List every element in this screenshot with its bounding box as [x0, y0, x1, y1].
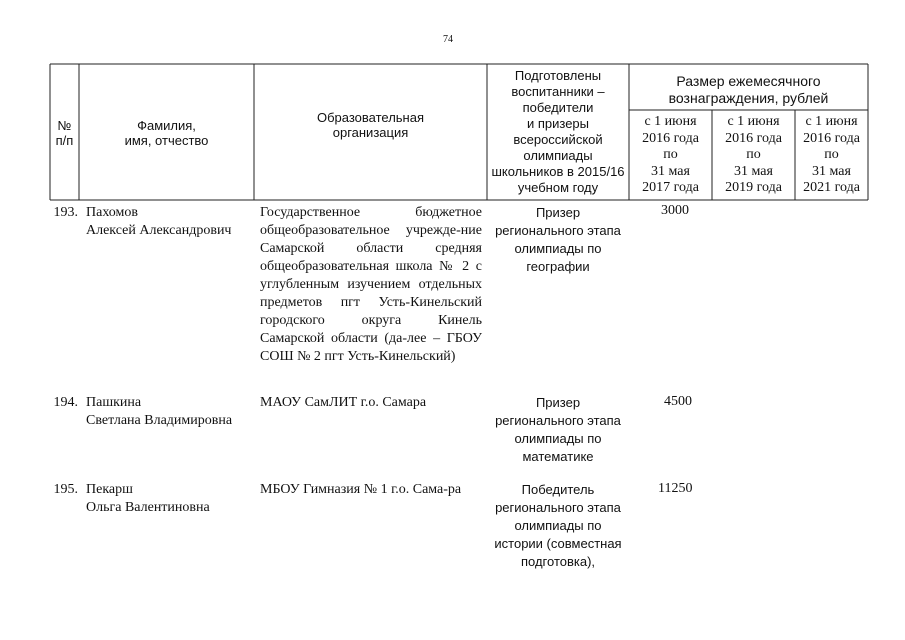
page-number: 74 — [443, 34, 453, 45]
row-194-num: 194. — [53, 395, 78, 410]
header-reward-group: Размер ежемесячного вознаграждения, рублей — [668, 73, 829, 106]
header-period-2: с 1 июня 2016 года по 31 мая 2019 года — [725, 114, 782, 195]
row-195-prepared: Победитель регионального этапа олимпиады по истории (совместная подготовка), — [494, 482, 622, 569]
row-194-prepared: Призер регионального этапа олимпиады по математике — [495, 395, 621, 464]
row-193-org: Государственное бюджетное общеобразовательное учрежде-ние Самарской области средняя общеобразовательная школа № 2 с углубленным изучением отдельных предметов пгт Усть-Кинельский городского округа Кинель Самарской области (да-лее – ГБОУ СОШ № 2 пгт Усть-Кинельский) — [260, 205, 482, 364]
row-193-amount: 3000 — [661, 203, 689, 218]
row-195-amount: 11250 — [658, 481, 693, 496]
row-193-prepared: Призер регионального этапа олимпиады по географии — [495, 205, 621, 274]
header-period-3: с 1 июня 2016 года по 31 мая 2021 года — [803, 114, 860, 195]
header-prepared: Подготовлены воспитанники – победители и призеры всероссийской олимпиады школьников в 2015/16 учебном году — [491, 68, 625, 195]
header-num: № п/п — [55, 118, 74, 148]
row-194-org: МАОУ СамЛИТ г.о. Самара — [260, 395, 427, 410]
row-194-fio: Пашкина Светлана Владимировна — [86, 395, 233, 428]
row-194-amount: 4500 — [664, 394, 692, 409]
row-193-num: 193. — [53, 205, 78, 220]
row-195-org: МБОУ Гимназия № 1 г.о. Сама-ра — [260, 482, 462, 497]
row-195-num: 195. — [53, 482, 78, 497]
header-period-1: с 1 июня 2016 года по 31 мая 2017 года — [642, 114, 699, 195]
header-fio: Фамилия, имя, отчество — [124, 118, 209, 148]
row-193-fio: Пахомов Алексей Александрович — [86, 205, 232, 238]
row-195-fio: Пекарш Ольга Валентиновна — [86, 482, 210, 515]
header-org: Образовательная организация — [316, 110, 425, 140]
